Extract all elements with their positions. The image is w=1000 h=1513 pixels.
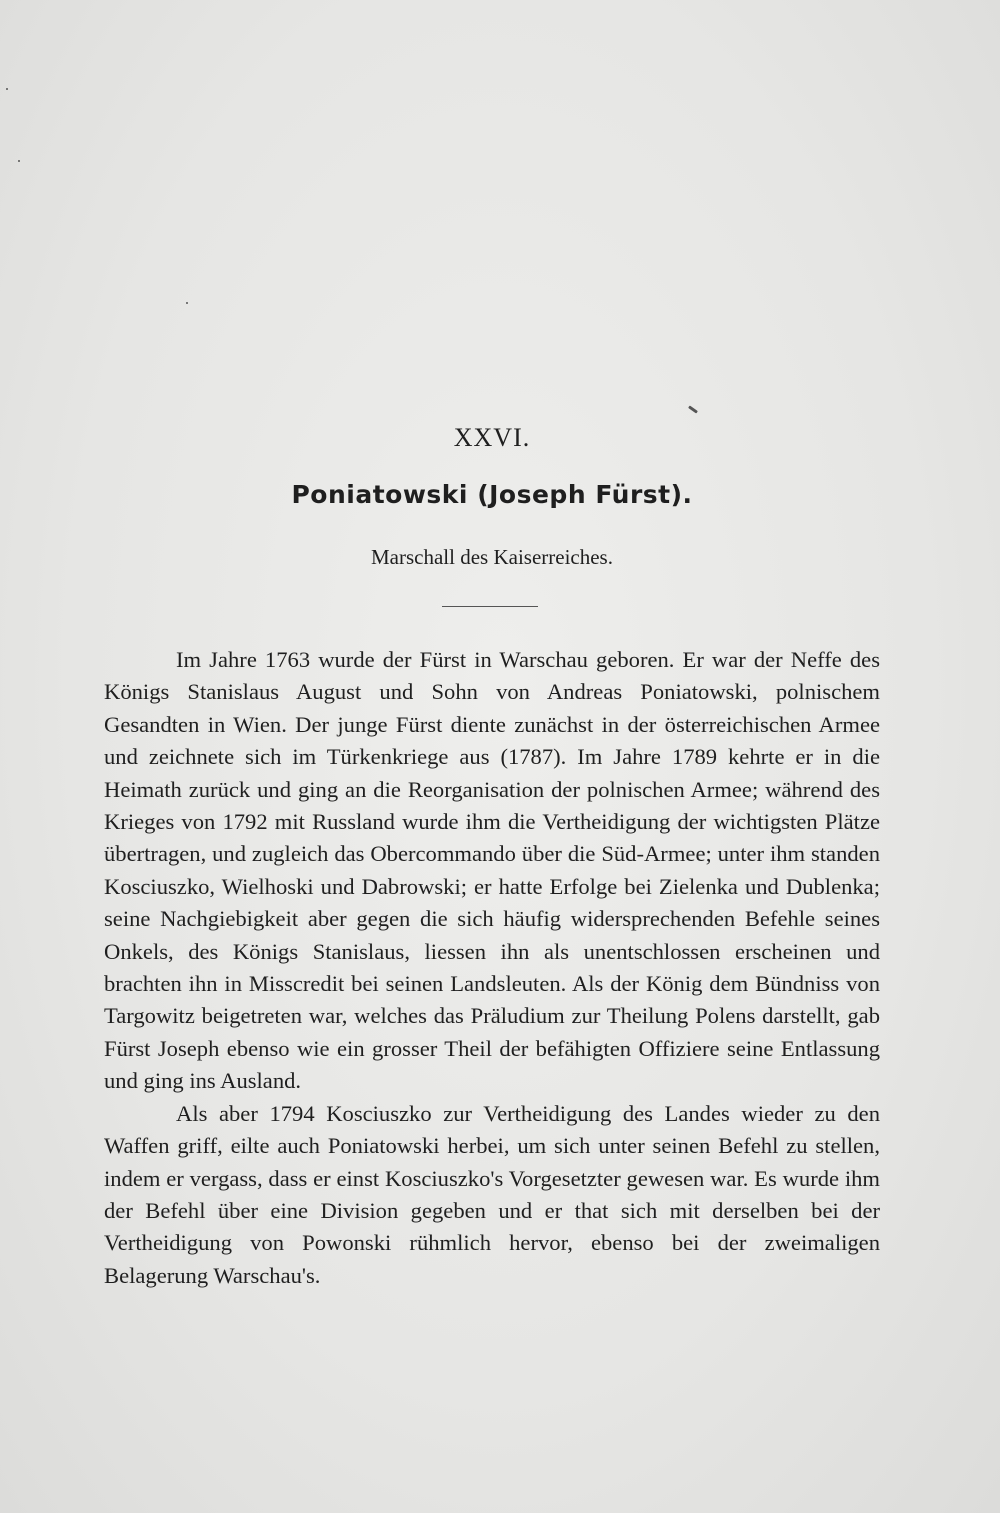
speck	[6, 88, 8, 90]
chapter-number: XXVI.	[453, 423, 531, 452]
chapter-title: Poniatowski (Joseph Fürst).	[291, 480, 693, 509]
paragraph-1: Im Jahre 1763 wurde der Fürst in Warschau geboren. Er war der Neffe des Königs Stanislaus August und Sohn von Andreas Poniatowski, polnischem Gesandten in Wien. Der junge Fürst diente zunächst in der österreichischen Armee und zeichnete sich im Türkenkriege aus (1787). Im Jahre 1789 kehrte er in die Heimath zurück und ging an die Reorganisation der polnischen Armee; während des Krieges von 1792 mit Russland wurde ihm die Vertheidigung der wichtigsten Plätze übertragen, und zugleich das Obercommando über die Süd-Armee; unter ihm standen Kosciuszko, Wielhoski und Dabrowski; er hatte Erfolge bei Zielenka und Dublenka; seine Nachgiebigkeit aber gegen die sich häufig widersprechenden Befehle seines Onkels, des Königs Stanislaus, liessen ihn als unentschlossen erscheinen und brachten ihn in Misscredit bei seinen Landsleuten. Als der König dem Bündniss von Targowitz beigetreten war, welches das Präludium zur Theilung Polens darstellt, gab Fürst Joseph ebenso wie ein grosser Theil der befähigten Offiziere seine Entlassung und ging ins Ausland.	[104, 647, 880, 1094]
body-text	[104, 644, 880, 1292]
speck	[186, 302, 188, 304]
paragraph-2: Als aber 1794 Kosciuszko zur Vertheidigung des Landes wieder zu den Waffen griff, eilte auch Poniatowski herbei, um sich unter seinen Befehl zu stellen, indem er vergass, dass er einst Kosciuszko's Vorgesetzter gewesen war. Es wurde ihm der Befehl über eine Division gegeben und er that sich mit derselben bei der Vertheidigung von Powonski rühmlich hervor, ebenso bei der zweimaligen Belagerung Warschau's.	[104, 1100, 880, 1288]
speck	[18, 160, 20, 162]
speck	[688, 405, 698, 413]
chapter-subtitle: Marschall des Kaiserreiches.	[371, 545, 613, 569]
section-divider	[442, 606, 538, 607]
